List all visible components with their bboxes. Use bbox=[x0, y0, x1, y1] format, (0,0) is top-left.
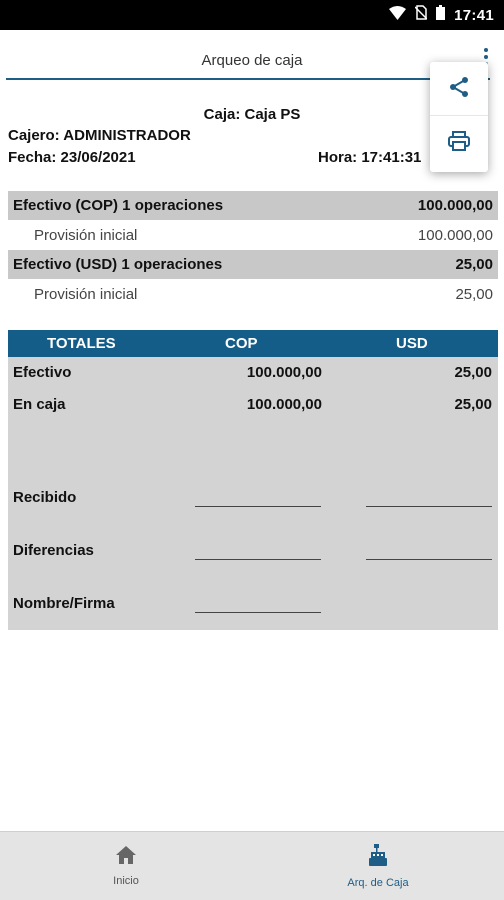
app-bar bbox=[0, 30, 504, 80]
nav-item-arqueo[interactable] bbox=[252, 832, 504, 900]
hora-label: Hora: 17:41:31 bbox=[318, 149, 422, 166]
sub-label: Provisión inicial bbox=[34, 286, 138, 303]
group-row-cop bbox=[8, 191, 498, 220]
no-sim-icon bbox=[415, 5, 427, 25]
print-button[interactable] bbox=[430, 117, 488, 169]
sub-value: 100.000,00 bbox=[417, 227, 493, 244]
signature-line bbox=[195, 612, 321, 613]
nav-item-inicio[interactable] bbox=[0, 832, 252, 900]
overflow-menu bbox=[430, 62, 488, 172]
cajero-label: Cajero: ADMINISTRADOR bbox=[8, 127, 191, 144]
cell-en-caja-usd: 25,00 bbox=[454, 396, 492, 413]
signature-label-recibido: Recibido bbox=[13, 489, 77, 506]
fecha-label: Fecha: 23/06/2021 bbox=[8, 149, 136, 166]
page-title: Arqueo de caja bbox=[201, 52, 303, 69]
nav-label-arqueo: Arq. de Caja bbox=[347, 877, 409, 889]
row-label-efectivo: Efectivo bbox=[13, 364, 72, 381]
cell-efectivo-cop: 100.000,00 bbox=[246, 364, 322, 381]
wifi-icon bbox=[389, 6, 406, 25]
signature-line bbox=[366, 559, 492, 560]
totals-table bbox=[8, 330, 498, 630]
battery-icon bbox=[436, 5, 445, 25]
sub-row-usd bbox=[8, 280, 498, 309]
status-bar bbox=[0, 0, 504, 30]
signature-label-nombre-firma: Nombre/Firma bbox=[13, 595, 115, 612]
bottom-nav bbox=[0, 831, 504, 900]
header-cop: COP bbox=[225, 335, 258, 352]
cash-register-icon bbox=[369, 844, 387, 871]
group-label: Efectivo (USD) 1 operaciones bbox=[13, 256, 223, 273]
header-totales: TOTALES bbox=[47, 335, 116, 352]
group-label: Efectivo (COP) 1 operaciones bbox=[13, 197, 224, 214]
share-icon bbox=[447, 75, 471, 104]
home-icon bbox=[116, 846, 136, 869]
nav-label-inicio: Inicio bbox=[113, 875, 139, 887]
group-total: 25,00 bbox=[455, 256, 493, 273]
group-total: 100.000,00 bbox=[417, 197, 493, 214]
status-time: 17:41 bbox=[454, 6, 494, 24]
sub-label: Provisión inicial bbox=[34, 227, 138, 244]
print-icon bbox=[447, 129, 471, 158]
cell-efectivo-usd: 25,00 bbox=[454, 364, 492, 381]
title-underline bbox=[6, 78, 490, 80]
totals-header bbox=[8, 330, 498, 357]
caja-label: Caja: Caja PS bbox=[203, 106, 301, 123]
row-label-en-caja: En caja bbox=[13, 396, 66, 413]
signature-line bbox=[195, 506, 321, 507]
signature-line bbox=[195, 559, 321, 560]
group-row-usd bbox=[8, 250, 498, 279]
sub-value: 25,00 bbox=[455, 286, 493, 303]
signature-label-diferencias: Diferencias bbox=[13, 542, 94, 559]
signature-line bbox=[366, 506, 492, 507]
cell-en-caja-cop: 100.000,00 bbox=[246, 396, 322, 413]
sub-row-cop bbox=[8, 221, 498, 250]
share-button[interactable] bbox=[430, 64, 488, 116]
header-usd: USD bbox=[396, 335, 428, 352]
